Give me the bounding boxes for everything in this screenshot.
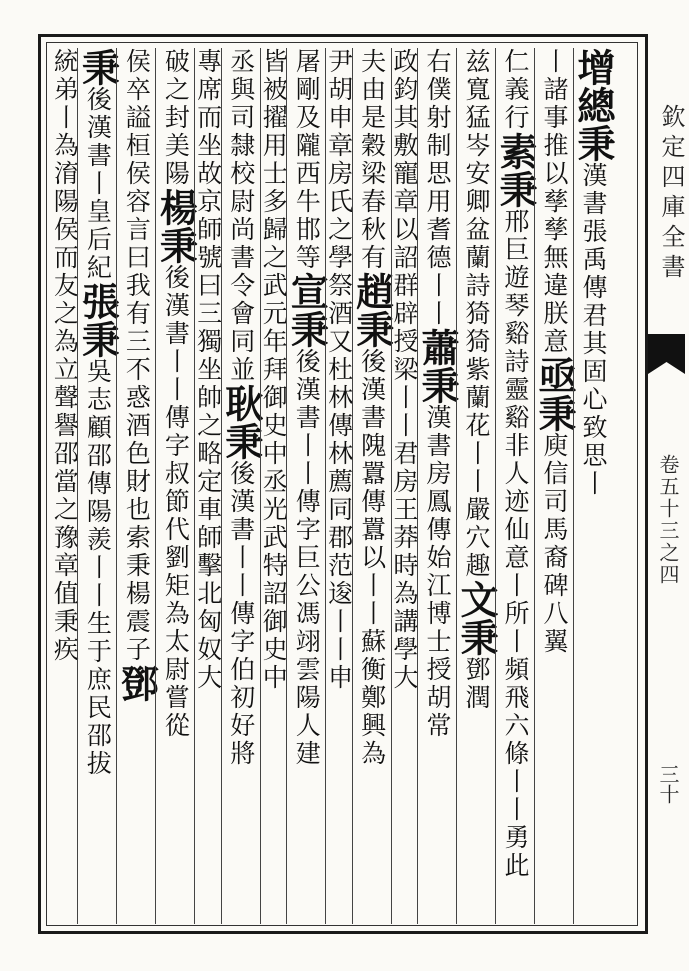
text-column — [391, 48, 417, 924]
text-column — [415, 48, 460, 924]
text-column — [218, 48, 264, 924]
entry-text: 後漢書隗囂傳囂以丨丨蘇衡鄭興為 — [357, 348, 387, 768]
entry-text: 政鈞其敷寵章以詔群辟 — [390, 48, 419, 328]
entry-text: 授梁丨丨君房王莽時為講學大 — [390, 328, 419, 692]
entry-text: 庾信司馬裔碑八翼 — [540, 432, 569, 656]
entry-text: 丞與司隸校尉尚書令會同並 — [226, 48, 256, 384]
entry-text: 屠剛及隴西牛邯等 — [292, 48, 322, 272]
headword: 增總秉 — [571, 48, 616, 162]
folio-number: 三十 — [656, 764, 680, 804]
headword: 秉 — [75, 48, 121, 86]
entry-text: 武元年拜御史中丞光武特詔御史中 — [259, 272, 289, 692]
text-column — [284, 48, 330, 924]
page-margin — [648, 34, 685, 934]
entry-text: 仁義行 — [501, 48, 530, 132]
entry-text: 邢巨遊琴谿詩靈谿非人迹仙意丨所丨 — [501, 208, 530, 656]
entry-text: 鄧潤 — [462, 656, 491, 712]
text-column — [75, 48, 121, 924]
entry-text: 右僕射制思用耆德丨丨 — [423, 48, 452, 328]
entry-text: 索秉楊震子 — [122, 524, 152, 664]
fish-tail-mark-icon — [648, 334, 685, 374]
text-column — [454, 48, 499, 924]
headword: 張秉 — [75, 282, 121, 358]
headword: 蕭秉 — [415, 328, 460, 404]
entry-text: 破之封美陽 — [161, 48, 191, 188]
book-title: 欽定四庫全書 — [657, 104, 685, 284]
entry-text: 吳志顧邵傳陽羨丨丨生于庶民邵拔 — [83, 358, 113, 778]
headword: 亟秉 — [532, 356, 577, 432]
entry-text: 後漢書丨皇后紀 — [83, 86, 113, 282]
entry-text: 後漢書丨丨傳字叔節代劉矩為太尉嘗從 — [161, 264, 191, 740]
headword: 楊秉 — [153, 188, 199, 264]
entry-text: 帥之略定車師擊北匈奴大 — [193, 384, 223, 692]
text-column — [259, 48, 289, 924]
entry-text: 祭酒又杜林傳林薦同郡范逡丨丨申 — [324, 272, 354, 692]
text-column — [493, 48, 538, 924]
text-column — [324, 48, 354, 924]
entry-text: 皆被擢用士多歸之 — [259, 48, 289, 272]
text-column — [193, 48, 223, 924]
headword: 鄧 — [114, 664, 160, 702]
juan-number: 卷五十三之四 — [656, 454, 680, 586]
text-column — [571, 48, 616, 924]
entry-text: 侯卒謚桓侯 — [122, 48, 152, 188]
text-column — [50, 48, 80, 924]
entry-text: 尹胡申章房氏之學 — [324, 48, 354, 272]
headword: 趙秉 — [349, 272, 395, 348]
entry-text: 漢書張禹傳君其固心致思丨 — [579, 162, 608, 498]
text-column — [349, 48, 395, 924]
entry-text: 夫由是穀梁春秋有 — [357, 48, 387, 272]
text-column — [532, 48, 577, 924]
entry-text: 後漢書丨丨傳字巨公馮翊雲陽人建 — [292, 348, 322, 768]
entry-text: 統弟丨為淯陽侯 — [50, 48, 80, 244]
entry-text: 漢書房鳳傳始江博士授胡常 — [423, 404, 452, 740]
text-columns — [50, 48, 616, 924]
headword: 耿秉 — [218, 384, 264, 460]
text-column — [153, 48, 199, 924]
entry-text: 頻飛六條丨丨勇此 — [501, 656, 530, 880]
text-column — [114, 48, 160, 924]
entry-text: 而友之為立聲譽邵當之豫章值秉疾 — [50, 244, 80, 664]
headword: 文秉 — [454, 580, 499, 656]
entry-text: 後漢書丨丨傳字伯初好將 — [226, 460, 256, 768]
entry-text: 丨諸事推以孳孳無違朕意 — [540, 48, 569, 356]
entry-text: 專席而坐故京師號曰三獨坐 — [193, 48, 223, 384]
entry-text: 岑安卿盆蘭詩猗猗紫蘭花丨丨嚴穴趣 — [462, 132, 491, 580]
headword: 宣秉 — [284, 272, 330, 348]
entry-text: 容言曰我有三不惑酒色財也 — [122, 188, 152, 524]
entry-text: 兹寬猛 — [462, 48, 491, 132]
headword: 素秉 — [493, 132, 538, 208]
